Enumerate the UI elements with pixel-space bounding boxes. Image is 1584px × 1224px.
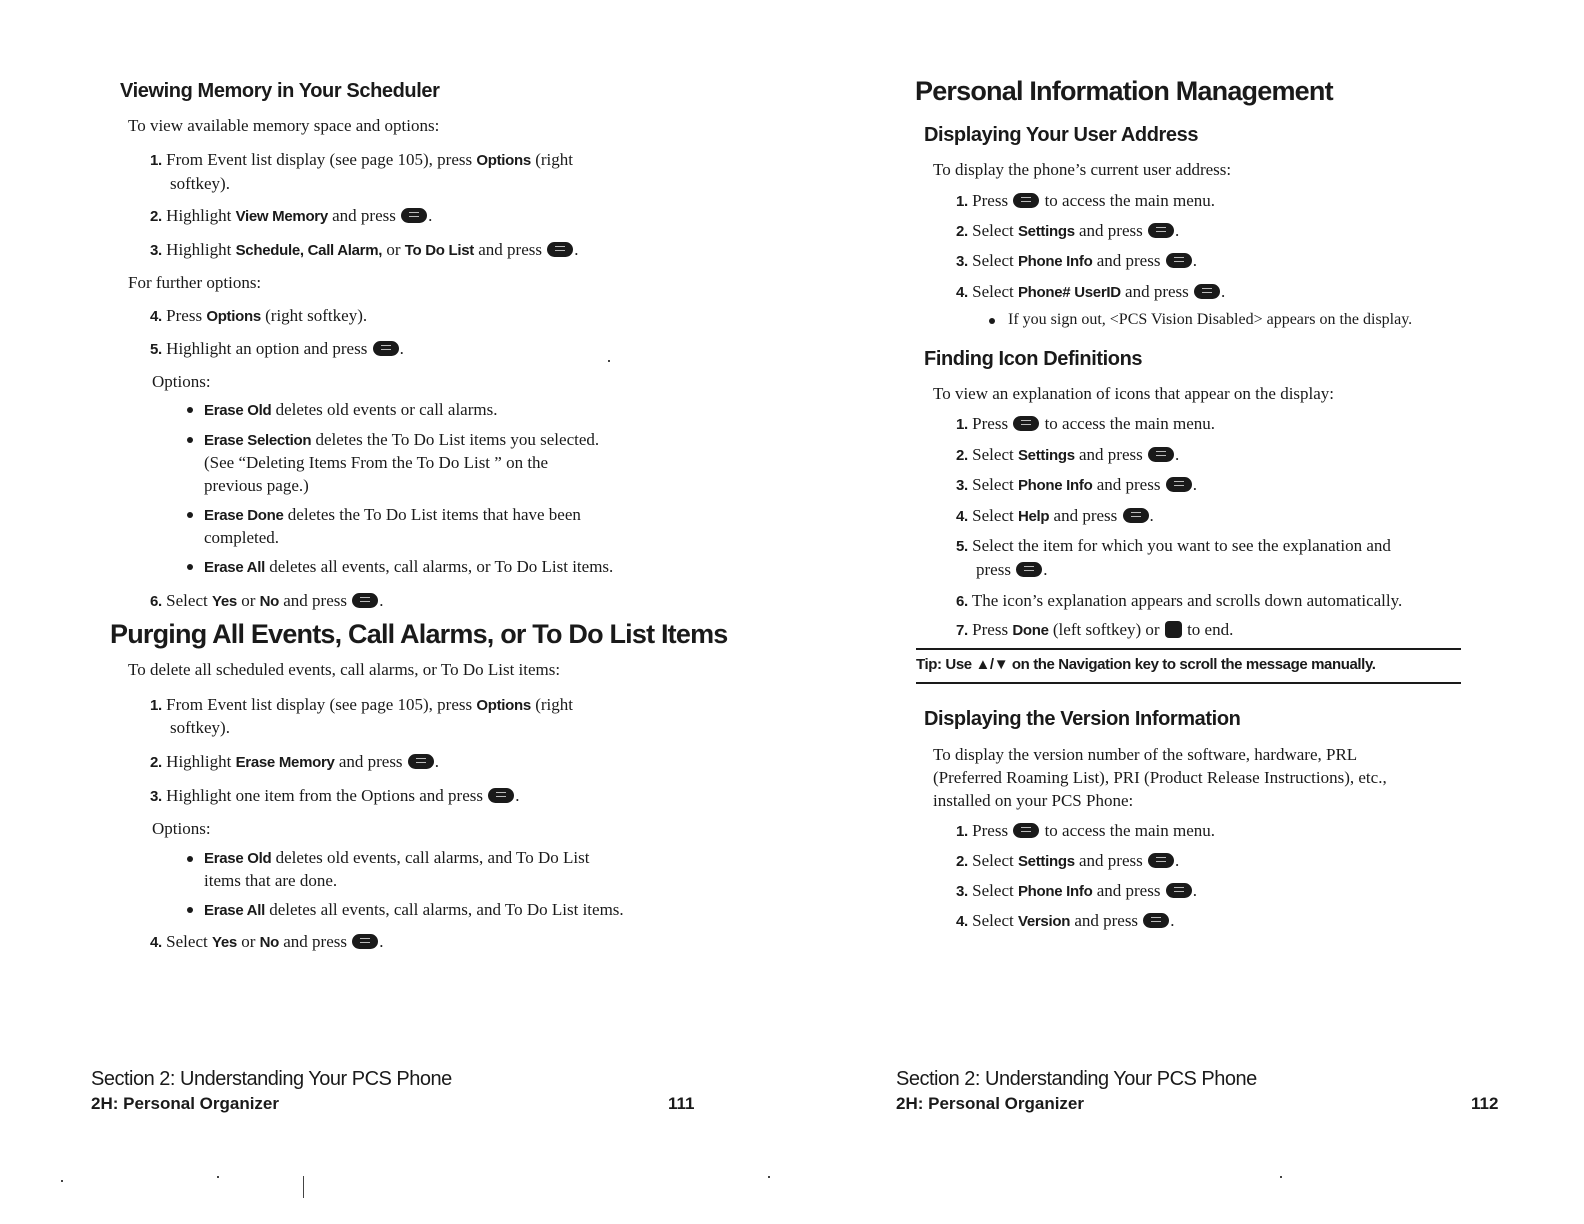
list-item: 4. Press Options (right softkey). <box>150 306 368 325</box>
option-item: Erase Old deletes old events, call alarms, and To Do List <box>204 848 590 867</box>
menu-ok-key-icon <box>1166 883 1192 898</box>
intro-text: To view available memory space and options: <box>128 116 440 135</box>
list-item: 6. Select Yes or No and press . <box>150 591 384 610</box>
menu-ok-key-icon <box>1166 477 1192 492</box>
option-item: Erase Old deletes old events or call alarms. <box>204 400 498 419</box>
end-key-icon <box>1165 621 1182 638</box>
section-title-viewing-memory: Viewing Memory in Your Scheduler <box>120 80 440 102</box>
option-item-continuation: (See “Deleting Items From the To Do List ” on the <box>204 453 549 472</box>
right-page <box>792 0 1584 1224</box>
list-item: 3. Select Phone Info and press . <box>956 251 1197 270</box>
options-label: Options: <box>152 372 211 391</box>
menu-ok-key-icon <box>1166 253 1192 268</box>
menu-ok-key-icon <box>1148 447 1174 462</box>
list-item-continuation: softkey). <box>170 718 230 737</box>
bullet-icon <box>989 318 995 324</box>
bullet-icon <box>187 407 193 413</box>
list-item: 6. The icon’s explanation appears and scrolls down automatically. <box>956 591 1403 610</box>
bullet-icon <box>187 856 193 862</box>
option-item: Erase All deletes all events, call alarms, and To Do List items. <box>204 900 624 919</box>
footer-chapter: 2H: Personal Organizer <box>91 1094 280 1113</box>
section-title-user-address: Displaying Your User Address <box>924 124 1199 146</box>
list-item: 5. Highlight an option and press . <box>150 339 404 358</box>
list-item: 1. Press to access the main menu. <box>956 414 1215 433</box>
list-item: 1. From Event list display (see page 105), press Options (right <box>150 695 573 714</box>
list-item: 4. Select Phone# UserID and press . <box>956 282 1226 301</box>
intro-text: (Preferred Roaming List), PRI (Product Release Instructions), etc., <box>933 768 1387 787</box>
list-item: 4. Select Version and press . <box>956 911 1175 930</box>
list-item: 1. Press to access the main menu. <box>956 821 1215 840</box>
menu-ok-key-icon <box>1143 913 1169 928</box>
bullet-icon <box>187 437 193 443</box>
list-item: 4. Select Yes or No and press . <box>150 932 384 951</box>
scan-mark <box>303 1176 304 1198</box>
menu-ok-key-icon <box>1013 193 1039 208</box>
tip-rule-bottom <box>916 682 1461 684</box>
option-item: Erase All deletes all events, call alarms, or To Do List items. <box>204 557 614 576</box>
list-item: 2. Select Settings and press . <box>956 851 1180 870</box>
scan-speck <box>1280 1176 1282 1178</box>
menu-ok-key-icon <box>352 934 378 949</box>
menu-ok-key-icon <box>373 341 399 356</box>
option-item: Erase Done deletes the To Do List items that have been <box>204 505 581 524</box>
menu-ok-key-icon <box>1016 562 1042 577</box>
menu-ok-key-icon <box>1123 508 1149 523</box>
intro-text: To display the phone’s current user address: <box>933 160 1232 179</box>
option-item-continuation: completed. <box>204 528 280 547</box>
scan-speck <box>61 1180 63 1182</box>
list-item-continuation: softkey). <box>170 174 230 193</box>
list-item: 3. Select Phone Info and press . <box>956 881 1197 900</box>
further-options-text: For further options: <box>128 273 262 292</box>
list-item: 2. Select Settings and press . <box>956 221 1180 240</box>
option-item-continuation: previous page.) <box>204 476 309 495</box>
tip-label: Tip: <box>916 656 942 673</box>
options-label: Options: <box>152 819 211 838</box>
menu-ok-key-icon <box>401 208 427 223</box>
tip-text: Use ▲/▼ on the Navigation key to scroll the message manually. <box>941 656 1376 673</box>
bullet-icon <box>187 907 193 913</box>
list-item: 3. Highlight one item from the Options and press . <box>150 786 520 805</box>
option-item: Erase Selection deletes the To Do List items you selected. <box>204 430 600 449</box>
list-item: 2. Highlight Erase Memory and press . <box>150 752 440 771</box>
list-item: 2. Highlight View Memory and press . <box>150 206 433 225</box>
list-item: 1. From Event list display (see page 105), press Options (right <box>150 150 573 169</box>
intro-text: To display the version number of the software, hardware, PRL <box>933 745 1358 764</box>
scan-speck <box>608 360 610 362</box>
menu-ok-key-icon <box>1194 284 1220 299</box>
menu-ok-key-icon <box>352 593 378 608</box>
tip-rule-top <box>916 648 1461 650</box>
page-number: 112 <box>1471 1094 1499 1113</box>
list-item: 4. Select Help and press . <box>956 506 1154 525</box>
tip-box <box>916 656 1376 673</box>
bullet-note: If you sign out, <PCS Vision Disabled> appears on the display. <box>1008 311 1413 328</box>
menu-ok-key-icon <box>408 754 434 769</box>
bullet-icon <box>187 564 193 570</box>
option-item-continuation: items that are done. <box>204 871 338 890</box>
menu-ok-key-icon <box>1148 223 1174 238</box>
scan-speck <box>217 1176 219 1178</box>
footer-section: Section 2: Understanding Your PCS Phone <box>896 1068 1257 1090</box>
footer-section: Section 2: Understanding Your PCS Phone <box>91 1068 452 1090</box>
page-title: Personal Information Management <box>915 76 1333 106</box>
page-number: 111 <box>668 1094 695 1113</box>
intro-text: To view an explanation of icons that appear on the display: <box>933 384 1335 403</box>
list-item: 3. Select Phone Info and press . <box>956 475 1197 494</box>
list-item-continuation: press . <box>976 560 1048 579</box>
list-item: 7. Press Done (left softkey) or to end. <box>956 620 1234 639</box>
menu-ok-key-icon <box>547 242 573 257</box>
bullet-icon <box>187 512 193 518</box>
menu-ok-key-icon <box>488 788 514 803</box>
footer-chapter: 2H: Personal Organizer <box>896 1094 1085 1113</box>
scan-speck <box>768 1176 770 1178</box>
list-item: 3. Highlight Schedule, Call Alarm, or To Do List and press . <box>150 240 579 259</box>
intro-text: To delete all scheduled events, call alarms, or To Do List items: <box>128 660 561 679</box>
menu-ok-key-icon <box>1013 823 1039 838</box>
section-title-purging: Purging All Events, Call Alarms, or To Do List Items <box>110 619 728 649</box>
section-title-version-info: Displaying the Version Information <box>924 708 1241 730</box>
menu-ok-key-icon <box>1148 853 1174 868</box>
list-item: 5. Select the item for which you want to see the explanation and <box>956 536 1391 555</box>
intro-text: installed on your PCS Phone: <box>933 791 1134 810</box>
list-item: 1. Press to access the main menu. <box>956 191 1215 210</box>
list-item: 2. Select Settings and press . <box>956 445 1180 464</box>
section-title-icon-definitions: Finding Icon Definitions <box>924 348 1143 370</box>
menu-ok-key-icon <box>1013 416 1039 431</box>
